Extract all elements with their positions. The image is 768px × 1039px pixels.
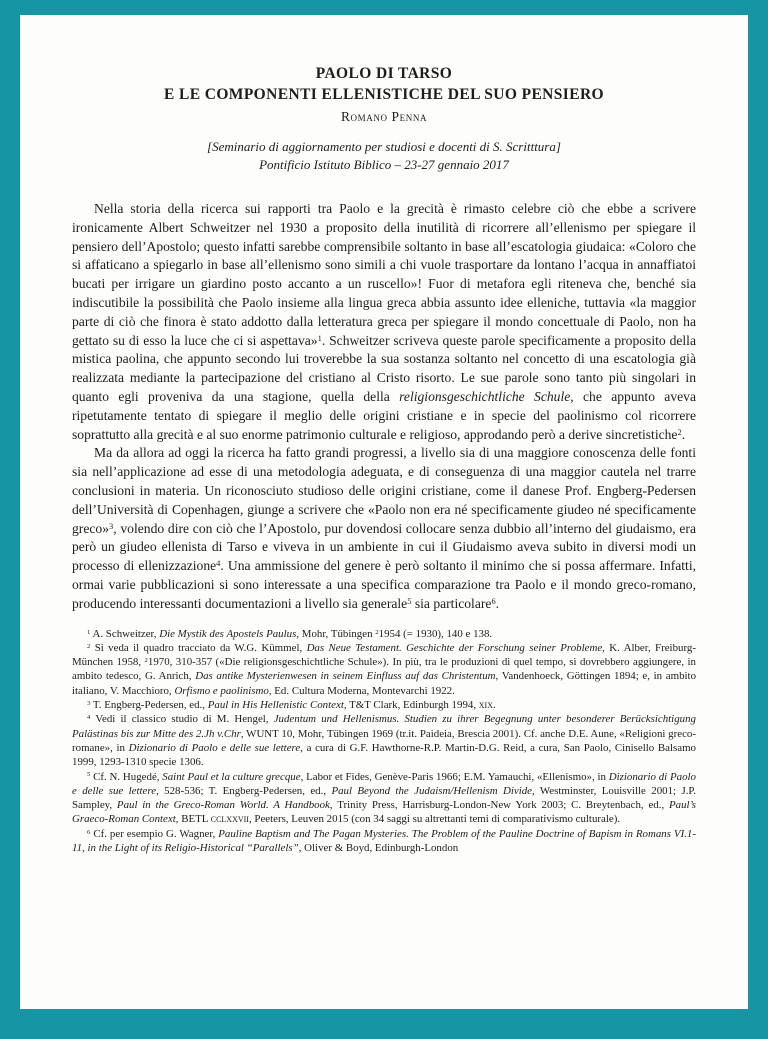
text-run: Saint Paul et la culture grecque xyxy=(162,770,301,783)
text-run: Cf. N. Hugedé, xyxy=(90,770,163,783)
footnote xyxy=(72,712,696,769)
footnote-marker: 2 xyxy=(375,628,379,636)
text-run: Paul Beyond the Judaism/Hellenism Divide xyxy=(331,784,532,797)
text-run: , Vandenhoeck, Göttingen 1894; e, in ambito italiano, V. Macchioro, xyxy=(72,670,697,697)
text-run: cclxxvii xyxy=(210,813,249,826)
footnote xyxy=(72,627,696,641)
seminar-subtitle: [Seminario di aggiornamento per studiosi e docenti di S. Scritttura] xyxy=(207,139,561,154)
text-run: Pauline Baptism and The Pagan Mysteries. The Problem of the Pauline Doctrine of Bapism in Romans VI.1-11, in the Light of its Religio-Historical “Parallels” xyxy=(72,827,696,854)
text-run: , Ed. Cultura Moderna, Montevarchi 1922. xyxy=(268,684,455,697)
text-run: Die Mystik des Apostels Paulus xyxy=(159,627,297,640)
footnote-marker: 1 xyxy=(87,628,91,636)
footnote xyxy=(72,641,696,698)
footnote-marker: 5 xyxy=(407,595,412,606)
text-run: religionsgeschichtliche Schule xyxy=(399,388,571,404)
text-run: 1970, 310-357 («Die religionsgeschichtliche Schule»). In più, tra le produzioni di quel tempo, si dovrebbero aggiungere, in ambito tedesco, G. Anrich, xyxy=(72,656,696,683)
document-header xyxy=(72,63,696,174)
text-run: Paul in the Greco-Roman World. A Handbook xyxy=(116,799,330,812)
text-run: A. Schweitzer, xyxy=(90,627,160,640)
text-run: , T&T Clark, Edinburgh 1994, xyxy=(343,699,479,712)
footnote-marker: 4 xyxy=(87,714,91,722)
footnote xyxy=(72,698,696,712)
institute-subtitle: Pontificio Istituto Biblico – 23-27 gennaio 2017 xyxy=(259,157,509,172)
text-run: Nella storia della ricerca sui rapporti tra Paolo e la grecità è rimasto celebre ciò che ebbe a scrivere ironicamente Albert Schweitzer nel 1930 a proposito della inutilità di ricorrere all’ellenismo per spiegare il pensiero dell’Apostolo; questo infatti sarebbe comprensibile soltanto in base all’escatologia giudaica: «Coloro che si affaticano a spiegarlo in base all’ellenismo sono simili a chi vuole trasportare da lontano l’acqua in annaffiatoi bucati per irrigare un giardino posto accanto a un ruscello»! Fuor di metafora egli riteneva che, benché sia indiscutibile la possibilità che Paolo insieme alla lingua greca abbia assunto idee elleniche, tuttavia «la maggior parte di ciò che finora è stato addotto dalla letteratura greca per spiegare il mondo concettuale di Paolo, non ha gettato su di esso la luce che ci si aspettava» xyxy=(72,201,696,348)
text-run: , Labor et Fides, Genève-Paris 1966; E.M. Yamauchi, «Ellenismo», in xyxy=(300,770,609,783)
footnote-marker: 5 xyxy=(87,771,91,779)
text-run: . xyxy=(493,699,496,712)
text-run: Vedi il classico studio di M. Hengel, xyxy=(90,713,274,726)
document-title-line1: PAOLO DI TARSO xyxy=(315,65,453,82)
text-run: Paul’s Graeco-Roman Context xyxy=(72,799,696,826)
footnote-marker: 3 xyxy=(109,520,114,531)
body-paragraph xyxy=(72,200,696,444)
text-run: T. Engberg-Pedersen, ed., xyxy=(90,699,208,712)
text-run: Dizionario di Paolo e delle sue lettere xyxy=(72,770,696,797)
text-run: . xyxy=(681,426,686,442)
footnote xyxy=(72,770,696,827)
text-run: sia particolare xyxy=(411,595,492,611)
footnote-marker: 2 xyxy=(144,657,148,665)
text-run: , BETL xyxy=(175,813,211,826)
footnote-marker: 2 xyxy=(87,642,91,650)
text-run: Ma da allora ad oggi la ricerca ha fatto grandi progressi, a livello sia di una maggiore conoscenza delle fonti sia nell’applicazione ad esse di una metodologia adeguata, e di conseguenza di una maggior cautela nel trarre conclusioni in materia. Un riconosciuto studioso delle origini cristiane, come il danese Prof. Engberg-Pedersen dell’Università di Copenhagen, giunge a scrivere che «Paolo non era né specificamente giudeo né specificamente greco» xyxy=(72,445,696,536)
footnote-marker: 3 xyxy=(87,699,91,707)
text-run: Das antike Mysterienwesen in seinem Einfluss auf das Christentum xyxy=(195,670,496,683)
text-run: 1954 (= 1930), 140 e 138. xyxy=(378,627,493,640)
text-run: , Trinity Press, Harrisburg-London-New York 2003; C. Breytenbach, ed., xyxy=(329,799,669,812)
text-run: Paul in His Hellenistic Context xyxy=(207,699,344,712)
footnote-marker: 4 xyxy=(216,558,221,569)
text-run: Das Neue Testament. Geschichte der Forschung seiner Probleme xyxy=(306,641,603,654)
footnotes-section xyxy=(72,627,696,856)
text-run: Si veda il quadro tracciato da W.G. Kümmel, xyxy=(90,641,307,654)
body-paragraph xyxy=(72,444,696,613)
footnote-marker: 2 xyxy=(677,426,682,437)
text-run: Orfismo e paolinismo xyxy=(174,684,269,697)
text-run: , Oliver & Boyd, Edinburgh-London xyxy=(298,841,459,854)
text-run: , Peeters, Leuven 2015 (con 34 saggi su altrettanti temi di comparativismo culturale). xyxy=(248,813,621,826)
viewer-background xyxy=(0,15,768,1039)
text-run: , a cura di G.F. Hawthorne-R.P. Martin-D.G. Reid, a cura, San Paolo, Cinisello Balsamo 1999, 1293-1310 specie 1306. xyxy=(72,741,696,769)
text-run: . Schweitzer scriveva queste parole specificamente a proposito della mistica paolina, che appunto secondo lui troverebbe la sua sostanza soltanto nel concetto di una escatologia già realizzata mediante la partecipazione del cristiano al Cristo risorto. Le sue parole sono tanto più singolari in quanto egli proveniva da una stagione, quella della xyxy=(72,332,696,404)
footnote-marker: 6 xyxy=(491,595,496,606)
body-paragraphs xyxy=(72,200,696,614)
text-run: , WUNT 10, Mohr, Tübingen 1969 (tr.it. Paideia, Brescia 2001). Cf. anche D.E. Aune, «Religioni greco-romane», in xyxy=(72,727,696,754)
text-run: , che appunto aveva ripetutamente tentato di spiegare il meglio delle origini cristiane e in specie del paolinismo col ricorrere soprattutto alla grecità e al suo enorme patrimonio culturale e religioso, approdando però a derive sincretistiche xyxy=(72,388,697,442)
footnote-marker: 1 xyxy=(317,332,322,343)
text-run: . Una ammissione del genere è però soltanto il minimo che si possa affermare. Infatti, ormai varie pubblicazioni si sono interessate a una specifica comparazione tra Paolo e il mondo greco-romano, producendo interessanti documentazioni a livello sia generale xyxy=(72,558,697,611)
text-run: , Westminster, Louisville 2001; J.P. Sampley, xyxy=(72,784,696,812)
text-run: , K. Alber, Freiburg-München 1958, xyxy=(72,641,696,669)
author-name: Romano Penna xyxy=(340,109,428,124)
text-run: , 528-536; T. Engberg-Pedersen, ed., xyxy=(156,784,332,797)
text-run: , Mohr, Tübingen xyxy=(296,627,376,640)
text-run: Cf. per esempio G. Wagner, xyxy=(90,827,219,840)
document-page xyxy=(20,15,748,1009)
footnote-marker: 6 xyxy=(87,828,91,836)
text-run: , volendo dire con ciò che l’Apostolo, pur dovendosi collocare senza dubbio all’interno del giudaismo, era però un giudeo ellenista di Tarso e viveva in un ambiente in cui il Giudaismo aveva subito in diversi modi un processo di ellenizzazione xyxy=(72,520,696,574)
text-run: Dizionario di Paolo e delle sue lettere xyxy=(128,741,301,754)
text-run: Judentum und Hellenismus. Studien zu ihrer Begegnung unter besonderer Berücksichtigung Palästinas bis zur Mitte des 2.Jh v.Chr xyxy=(72,713,696,740)
footnote xyxy=(72,827,696,856)
document-title-line2: E LE COMPONENTI ELLENISTICHE DEL SUO PENSIERO xyxy=(163,86,605,103)
text-run: xix xyxy=(478,699,493,712)
text-run: . xyxy=(495,595,500,611)
